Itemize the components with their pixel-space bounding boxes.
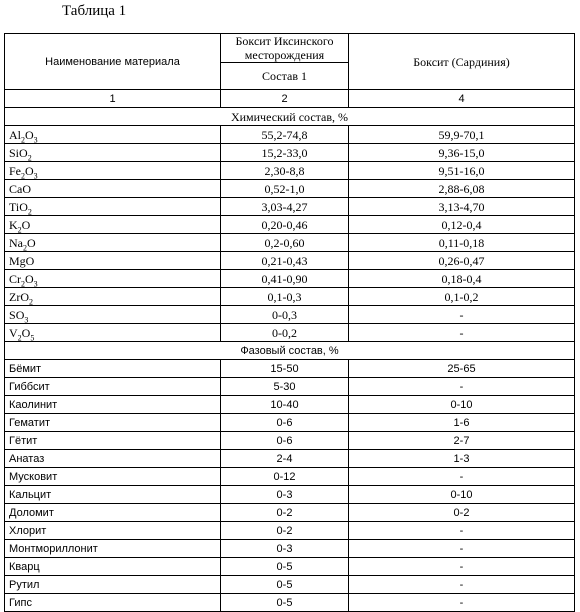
table-row [5,306,575,324]
sardinia-value: - [349,576,575,594]
chemical-formula: $Cr_2O_3$ [5,270,221,288]
mineral-name: Кальцит [5,486,221,504]
table-row [5,504,575,522]
sardinia-value: 2,88-6,08 [349,180,575,198]
table-row [5,468,575,486]
mineral-name: Монтмориллонит [5,540,221,558]
phase-section [5,342,575,612]
sardinia-value: 0,11-0,18 [349,234,575,252]
mineral-name: Гиббсит [5,378,221,396]
sardinia-value: 1-6 [349,414,575,432]
ixin-value: 15,2-33,0 [221,144,349,162]
table-row [5,486,575,504]
table-row [5,216,575,234]
ixin-value: 0-0,2 [221,324,349,342]
table-row [5,594,575,612]
mineral-name: Гётит [5,432,221,450]
ixin-value: 0-6 [221,432,349,450]
ixin-value: 0,21-0,43 [221,252,349,270]
chemical-section [5,108,575,342]
table-caption: Таблица 1 [62,3,127,19]
table-row [5,144,575,162]
header-material-name: Наименование материала [5,34,221,90]
chemical-formula: $SO_3$ [5,306,221,324]
ixin-value: 0-3 [221,486,349,504]
mineral-name: Рутил [5,576,221,594]
table-row [5,432,575,450]
sardinia-value: - [349,558,575,576]
table-row [5,576,575,594]
mineral-name: Анатаз [5,450,221,468]
ixin-value: 15-50 [221,360,349,378]
table-row [5,324,575,342]
table-row [5,270,575,288]
table-row [5,450,575,468]
sardinia-value: 59,9-70,1 [349,126,575,144]
sardinia-value: - [349,468,575,486]
chemical-formula: $Fe_2O_3$ [5,162,221,180]
mineral-name: Хлорит [5,522,221,540]
header-sardinia-bauxite: Боксит (Сардиния) [349,34,575,90]
sardinia-value: 25-65 [349,360,575,378]
ixin-value: 0,2-0,60 [221,234,349,252]
table-row [5,288,575,306]
ixin-value: 0-2 [221,504,349,522]
sardinia-value: - [349,594,575,612]
ixin-value: 2,30-8,8 [221,162,349,180]
sardinia-value: 0-10 [349,396,575,414]
sardinia-value: - [349,324,575,342]
chemical-section-title: Химический состав, % [5,108,575,126]
ixin-value: 5-30 [221,378,349,396]
mineral-name: Бёмит [5,360,221,378]
column-number-1: 1 [5,90,221,108]
chemical-formula: CaO [5,180,221,198]
chemical-formula: SiO$_2$ [5,144,221,162]
table-header [5,34,575,108]
ixin-value: 0-0,3 [221,306,349,324]
sardinia-value: 1-3 [349,450,575,468]
mineral-name: Мусковит [5,468,221,486]
chemical-formula: MgO [5,252,221,270]
mineral-name: Доломит [5,504,221,522]
ixin-value: 0,41-0,90 [221,270,349,288]
chemical-formula: ZrO$_2$ [5,288,221,306]
mineral-name: Гематит [5,414,221,432]
ixin-value: 2-4 [221,450,349,468]
sardinia-value: 0,1-0,2 [349,288,575,306]
table-row [5,198,575,216]
column-number-4: 4 [349,90,575,108]
sardinia-value: - [349,522,575,540]
ixin-value: 0,20-0,46 [221,216,349,234]
table-row [5,252,575,270]
mineral-name: Кварц [5,558,221,576]
ixin-value: 0-12 [221,468,349,486]
sardinia-value: 3,13-4,70 [349,198,575,216]
sardinia-value: - [349,540,575,558]
sardinia-value: 0-2 [349,504,575,522]
sardinia-value: 0,26-0,47 [349,252,575,270]
sardinia-value: - [349,378,575,396]
table-row [5,378,575,396]
table-row [5,360,575,378]
column-number-2: 2 [221,90,349,108]
ixin-value: 0-5 [221,576,349,594]
table-row [5,162,575,180]
composition-table [4,33,575,612]
sardinia-value: 0,12-0,4 [349,216,575,234]
ixin-value: 0-6 [221,414,349,432]
table-row [5,522,575,540]
header-ixin-bauxite: Боксит Иксинского месторождения [221,34,349,63]
chemical-formula: $K_2O$ [5,216,221,234]
ixin-value: 0-2 [221,522,349,540]
chemical-formula: $Na_2O$ [5,234,221,252]
chemical-formula: TiO$_2$ [5,198,221,216]
table-row [5,396,575,414]
sardinia-value: - [349,306,575,324]
mineral-name: Каолинит [5,396,221,414]
sardinia-value: 0,18-0,4 [349,270,575,288]
table-row [5,414,575,432]
ixin-value: 3,03-4,27 [221,198,349,216]
ixin-value: 0-3 [221,540,349,558]
phase-section-title: Фазовый состав, % [5,342,575,360]
sardinia-value: 9,36-15,0 [349,144,575,162]
ixin-value: 0-5 [221,594,349,612]
ixin-value: 10-40 [221,396,349,414]
table-row [5,234,575,252]
ixin-value: 55,2-74,8 [221,126,349,144]
ixin-value: 0,1-0,3 [221,288,349,306]
table-row [5,558,575,576]
sardinia-value: 0-10 [349,486,575,504]
sardinia-value: 9,51-16,0 [349,162,575,180]
header-composition-1: Состав 1 [221,63,349,90]
table-row [5,126,575,144]
sardinia-value: 2-7 [349,432,575,450]
chemical-formula: $Al_2O_3$ [5,126,221,144]
table-row [5,540,575,558]
mineral-name: Гипс [5,594,221,612]
chemical-formula: $V_2O_5$ [5,324,221,342]
ixin-value: 0-5 [221,558,349,576]
table-row [5,180,575,198]
ixin-value: 0,52-1,0 [221,180,349,198]
